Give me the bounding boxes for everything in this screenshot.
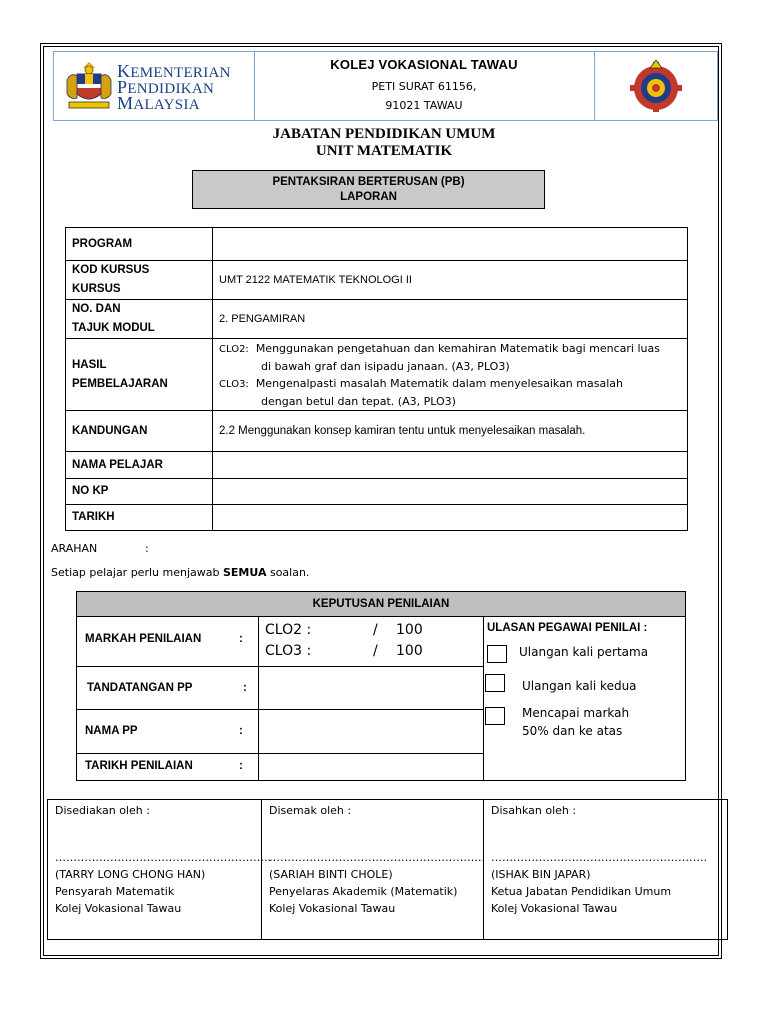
college-info (254, 52, 594, 120)
passed-label (522, 704, 629, 740)
signature-table (47, 799, 728, 940)
clo3-code: CLO3: (219, 378, 249, 390)
clo3-mark-field[interactable] (265, 643, 423, 659)
prepared-by-title: Disediakan oleh : (55, 804, 150, 817)
prepared-by-role: Pensyarah Matematik (55, 885, 175, 898)
student-name-label: NAMA PELAJAR (66, 452, 213, 479)
approved-by-name: (ISHAK BIN JAPAR) (491, 868, 591, 881)
marks-row (77, 616, 483, 667)
course-info-table (65, 227, 688, 531)
instructions-text-start: Setiap pelajar perlu menjawab (51, 566, 223, 579)
repeat-second-label: Ulangan kali kedua (522, 679, 637, 693)
assessment-subtitle: LAPORAN (340, 191, 397, 203)
address-line-2: 91021 TAWAU (385, 99, 463, 112)
ic-number-label: NO KP (66, 479, 213, 505)
approved-by-role: Ketua Jabatan Pendidikan Umum (491, 885, 672, 898)
repeat-first-checkbox[interactable] (487, 645, 507, 663)
checked-by-role: Penyelaras Akademik (Matematik) (269, 885, 458, 898)
checked-by-details (269, 866, 457, 917)
outcome-label-line-1: HASIL (72, 358, 107, 371)
ic-number-field[interactable] (213, 479, 688, 505)
signature-label: TANDATANGAN PP (87, 682, 193, 694)
table-row (66, 228, 688, 261)
content-value: 2.2 Menggunakan konsep kamiran tentu untuk menyelesaikan masalah. (213, 411, 688, 452)
approved-by-details (491, 866, 671, 917)
table-row (66, 452, 688, 479)
assessment-date-colon: : (239, 760, 243, 772)
signature-row (77, 666, 483, 710)
ministry-wordmark: KEMENTERIAN PENDIDIKAN MALAYSIA (117, 61, 231, 113)
prepared-by-signature-line: ………………………………………………….. (55, 851, 271, 864)
checked-by-signature-line: ………………………………………………….. (269, 851, 485, 864)
clo2-mark-label: CLO2 : (265, 622, 312, 638)
college-address (254, 77, 594, 115)
learning-outcome-value (213, 339, 688, 411)
college-logo-cell (594, 52, 718, 120)
clo3-mark-total: 100 (396, 643, 423, 659)
college-name: KOLEJ VOKASIONAL TAWAU (330, 57, 518, 72)
instructions-text-bold: SEMUA (222, 566, 267, 579)
clo2-mark-total: 100 (396, 622, 423, 638)
assessment-date-label: TARIKH PENILAIAN (85, 760, 193, 772)
content-label: KANDUNGAN (66, 411, 213, 452)
course-value: UMT 2122 MATEMATIK TEKNOLOGI II (213, 261, 688, 300)
clo3-text-cont: dengan betul dan tepat. (A3, PLO3) (261, 394, 456, 408)
unit-name: UNIT MATEMATIK (315, 143, 453, 159)
table-row (66, 479, 688, 505)
ministry-logo-cell (54, 52, 255, 120)
checked-by-cell (261, 800, 484, 939)
department-name: JABATAN PENDIDIKAN UMUM (272, 126, 496, 142)
course-code-label: KOD KURSUS (72, 264, 150, 276)
instructions-text (51, 566, 309, 579)
date-field[interactable] (213, 505, 688, 531)
clo3-mark-slash: / (373, 643, 378, 659)
module-number-label: NO. DAN (72, 303, 121, 315)
checked-by-org: Kolej Vokasional Tawau (269, 902, 396, 915)
repeat-first-label: Ulangan kali pertama (519, 645, 649, 659)
ministry-crest-icon (61, 58, 117, 114)
passed-checkbox[interactable] (485, 707, 505, 725)
assessor-colon: : (239, 725, 243, 737)
instructions-colon: : (145, 542, 149, 555)
table-row (66, 261, 688, 300)
approved-by-signature-line: ………………………………………………….. (491, 851, 707, 864)
course-label (66, 261, 213, 300)
passed-label-line-2: 50% dan ke atas (522, 724, 623, 738)
clo2-code: CLO2: (219, 343, 249, 355)
checked-by-name: (SARIAH BINTI CHOLE) (269, 868, 393, 881)
instructions-text-end: soalan. (266, 566, 310, 579)
table-row (66, 411, 688, 452)
clo3-mark-label: CLO3 : (265, 643, 312, 659)
decision-title: KEPUTUSAN PENILAIAN (77, 592, 685, 617)
assessor-name-label: NAMA PP (85, 725, 138, 737)
divider (483, 616, 484, 781)
instructions-label: ARAHAN (51, 542, 98, 555)
instructions-heading (51, 542, 149, 555)
passed-label-line-1: Mencapai markah (522, 706, 630, 720)
clo2-mark-slash: / (373, 622, 378, 638)
module-label (66, 300, 213, 339)
approved-by-cell (483, 800, 728, 939)
approved-by-title: Disahkan oleh : (491, 804, 577, 817)
module-value: 2. PENGAMIRAN (213, 300, 688, 339)
marks-colon: : (239, 633, 243, 645)
signature-colon: : (243, 682, 247, 694)
prepared-by-cell (48, 800, 271, 939)
assessor-row (77, 709, 483, 754)
remarks-title: ULASAN PEGAWAI PENILAI : (487, 622, 648, 634)
assessment-date-row (77, 753, 483, 780)
clo2-text-cont: di bawah graf dan isipadu janaan. (A3, PLO3) (261, 359, 510, 373)
date-label: TARIKH (66, 505, 213, 531)
assessment-title: PENTAKSIRAN BERTERUSAN (PB) (272, 176, 465, 188)
program-label: PROGRAM (66, 228, 213, 261)
approved-by-org: Kolej Vokasional Tawau (491, 902, 618, 915)
prepared-by-org: Kolej Vokasional Tawau (55, 902, 182, 915)
learning-outcome-label (66, 339, 213, 411)
address-line-1: PETI SURAT 61156, (371, 80, 477, 93)
program-field[interactable] (213, 228, 688, 261)
letterhead (53, 51, 718, 121)
table-row (66, 339, 688, 411)
course-name-label: KURSUS (72, 283, 121, 295)
clo2-mark-field[interactable] (265, 622, 423, 638)
assessment-decision-table (76, 591, 686, 781)
marks-label: MARKAH PENILAIAN (85, 633, 202, 645)
table-row (66, 300, 688, 339)
college-gear-logo-icon (628, 58, 684, 114)
outcome-label-line-2: PEMBELAJARAN (72, 377, 168, 390)
table-row (66, 505, 688, 531)
student-name-field[interactable] (213, 452, 688, 479)
prepared-by-name: (TARRY LONG CHONG HAN) (55, 868, 206, 881)
department-heading (0, 126, 768, 160)
module-title-label: TAJUK MODUL (72, 322, 155, 334)
checked-by-title: Disemak oleh : (269, 804, 352, 817)
prepared-by-details (55, 866, 205, 917)
clo2-text: Menggunakan pengetahuan dan kemahiran Matematik bagi mencari luas (255, 341, 660, 355)
clo3-text: Mengenalpasti masalah Matematik dalam menyelesaikan masalah (255, 376, 623, 390)
assessment-title-box (192, 170, 545, 209)
repeat-second-checkbox[interactable] (485, 674, 505, 692)
